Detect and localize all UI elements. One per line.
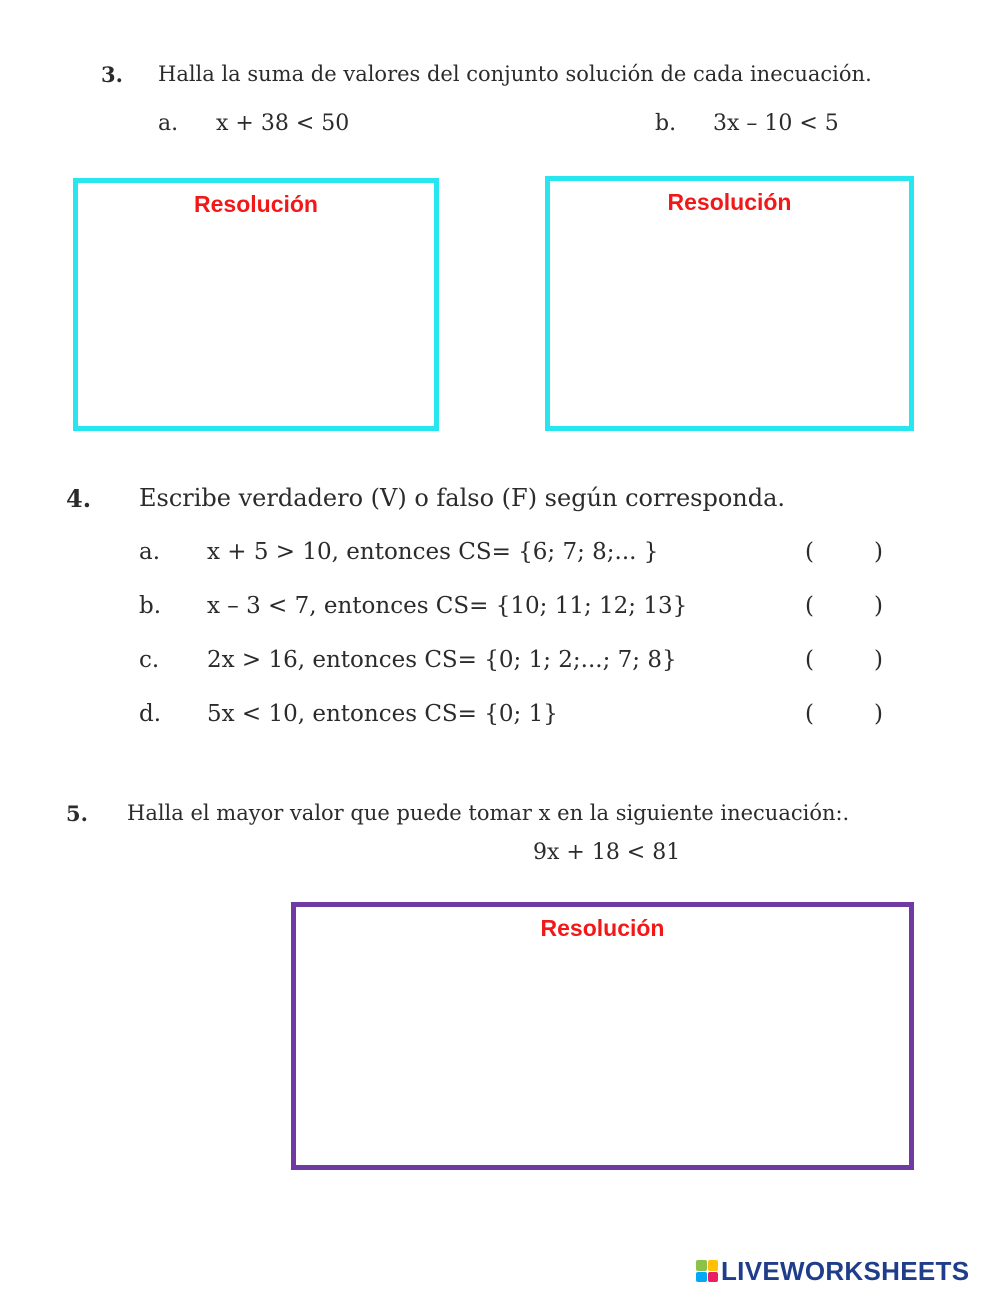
q3-b-resolution-label: Resolución	[667, 189, 792, 215]
q3-number: 3.	[101, 62, 123, 87]
q3-b-equation: 3x – 10 < 5	[713, 111, 839, 136]
open-paren: (	[805, 647, 814, 673]
q3-a-answer-box[interactable]	[73, 178, 439, 431]
q3-a-letter: a.	[158, 111, 179, 136]
q5-equation: 9x + 18 < 81	[533, 840, 681, 865]
q3-b-answer-box[interactable]	[545, 176, 914, 431]
q3-b-letter: b.	[655, 111, 677, 136]
q5-number: 5.	[66, 801, 88, 826]
q5-answer-box[interactable]	[291, 902, 914, 1170]
q5-resolution-label: Resolución	[540, 915, 665, 941]
q3-a-resolution-label: Resolución	[194, 191, 318, 217]
q4-prompt: Escribe verdadero (V) o falso (F) según corresponda.	[139, 484, 786, 512]
close-paren: )	[874, 647, 883, 673]
q4-item-a-letter: a.	[139, 539, 161, 565]
open-paren: (	[805, 539, 814, 565]
open-paren: (	[805, 701, 814, 727]
q4-item-c-text: 2x > 16, entonces CS= {0; 1; 2;...; 7; 8}	[207, 647, 677, 673]
close-paren: )	[874, 701, 883, 727]
q3-prompt: Halla la suma de valores del conjunto solución de cada inecuación.	[158, 62, 872, 86]
liveworksheets-logo-icon	[696, 1260, 718, 1282]
q4-item-d-letter: d.	[139, 701, 162, 727]
q4-item-d-text: 5x < 10, entonces CS= {0; 1}	[207, 701, 558, 727]
q4-item-a-text: x + 5 > 10, entonces CS= {6; 7; 8;... }	[207, 539, 659, 565]
close-paren: )	[874, 539, 883, 565]
q4-number: 4.	[66, 484, 92, 513]
liveworksheets-logo[interactable]	[696, 1256, 969, 1286]
q5-prompt: Halla el mayor valor que puede tomar x en la siguiente inecuación:.	[127, 801, 850, 825]
brand-name: LIVEWORKSHEETS	[721, 1255, 970, 1286]
q3-a-equation: x + 38 < 50	[216, 111, 350, 136]
close-paren: )	[874, 593, 883, 619]
q4-item-b-text: x – 3 < 7, entonces CS= {10; 11; 12; 13}	[207, 593, 688, 619]
q4-item-b-letter: b.	[139, 593, 162, 619]
open-paren: (	[805, 593, 814, 619]
q4-item-c-letter: c.	[139, 647, 160, 673]
